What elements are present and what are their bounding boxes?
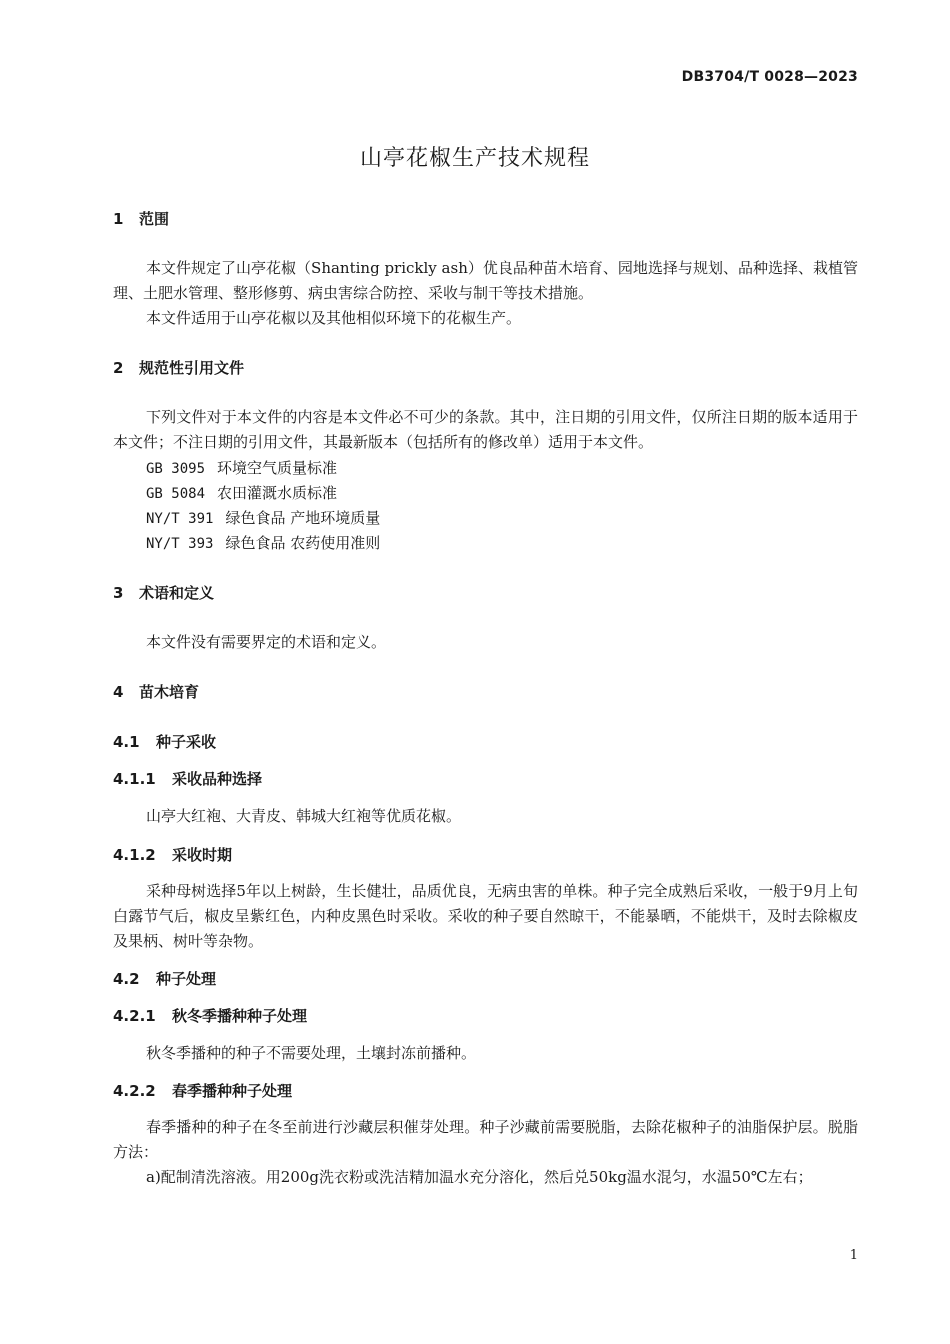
section-1-paragraph-2: 本文件适用于山亭花椒以及其他相似环境下的花椒生产。	[146, 309, 522, 327]
subsection-4-1-1-heading	[113, 768, 262, 789]
reference-item	[146, 482, 337, 503]
subsection-title: 采收品种选择	[172, 770, 263, 788]
page-title: 山亭花椒生产技术规程	[359, 146, 590, 171]
subsection-4-1-heading	[113, 731, 216, 752]
section-number: 4	[113, 683, 124, 701]
section-title: 苗木培育	[139, 683, 200, 701]
section-4-heading	[113, 681, 199, 702]
reference-code: GB 5084	[146, 486, 206, 502]
subsection-title: 秋冬季播种种子处理	[172, 1007, 308, 1025]
subsection-number: 4.1.1	[113, 770, 156, 788]
reference-name: 绿色食品 产地环境质量	[225, 509, 381, 527]
subsection-4-2-2-heading	[113, 1080, 292, 1101]
section-number: 1	[113, 210, 124, 228]
subsection-4-1-2-paragraph: 采种母树选择5年以上树龄，生长健壮，品质优良，无病虫害的单株。种子完全成熟后采收，一般于9月上旬白露节气后，椒皮呈紫红色，内种皮黑色时采收。采收的种子要自然晾干，不能暴晒，不能烘干，及时去除椒皮及果柄、树叶等杂物。	[113, 882, 858, 950]
subsection-4-1-2-heading	[113, 844, 232, 865]
subsection-4-1-1-paragraph: 山亭大红袍、大青皮、韩城大红袍等优质花椒。	[146, 807, 462, 825]
reference-name: 农田灌溉水质标准	[217, 484, 338, 502]
reference-name: 绿色食品 农药使用准则	[225, 534, 381, 552]
section-number: 3	[113, 584, 124, 602]
subsection-number: 4.1	[113, 733, 140, 751]
reference-item	[146, 532, 380, 553]
section-2-heading	[113, 357, 244, 378]
subsection-4-2-1-heading	[113, 1005, 307, 1026]
reference-item	[146, 507, 380, 528]
subsection-4-2-2-paragraph: 春季播种的种子在冬至前进行沙藏层积催芽处理。种子沙藏前需要脱脂，去除花椒种子的油脂保护层。脱脂方法：	[113, 1118, 858, 1161]
subsection-number: 4.1.2	[113, 846, 156, 864]
subsection-4-2-heading	[113, 968, 216, 989]
section-1-paragraph-1: 本文件规定了山亭花椒（Shanting prickly ash）优良品种苗木培育、园地选择与规划、品种选择、栽植管理、土肥水管理、整形修剪、病虫害综合防控、采收与制干等技术措施。	[113, 259, 858, 302]
subsection-number: 4.2	[113, 970, 140, 988]
list-item-a: a)配制清洗溶液。用200g洗衣粉或洗洁精加温水充分溶化，然后兑50kg温水混匀，水温50℃左右；	[146, 1168, 813, 1186]
subsection-4-2-1-paragraph: 秋冬季播种的种子不需要处理，土壤封冻前播种。	[146, 1044, 477, 1062]
reference-name: 环境空气质量标准	[217, 459, 338, 477]
section-3-heading	[113, 582, 214, 603]
reference-code: NY/T 391	[146, 511, 214, 527]
subsection-title: 采收时期	[172, 846, 233, 864]
subsection-title: 种子处理	[156, 970, 217, 988]
subsection-title: 种子采收	[156, 733, 217, 751]
section-title: 术语和定义	[139, 584, 215, 602]
page-number: 1	[849, 1248, 858, 1263]
section-title: 规范性引用文件	[139, 359, 245, 377]
section-3-paragraph-1: 本文件没有需要界定的术语和定义。	[146, 633, 387, 651]
document-number: DB3704/T 0028—2023	[681, 69, 858, 85]
section-title: 范围	[139, 210, 170, 228]
reference-code: NY/T 393	[146, 536, 214, 552]
subsection-number: 4.2.2	[113, 1082, 156, 1100]
section-number: 2	[113, 359, 124, 377]
subsection-number: 4.2.1	[113, 1007, 156, 1025]
reference-item	[146, 457, 337, 478]
subsection-title: 春季播种种子处理	[172, 1082, 293, 1100]
reference-code: GB 3095	[146, 461, 206, 477]
section-1-heading	[113, 208, 169, 229]
section-2-paragraph-1: 下列文件对于本文件的内容是本文件必不可少的条款。其中，注日期的引用文件，仅所注日期的版本适用于本文件；不注日期的引用文件，其最新版本（包括所有的修改单）适用于本文件。	[113, 408, 858, 451]
